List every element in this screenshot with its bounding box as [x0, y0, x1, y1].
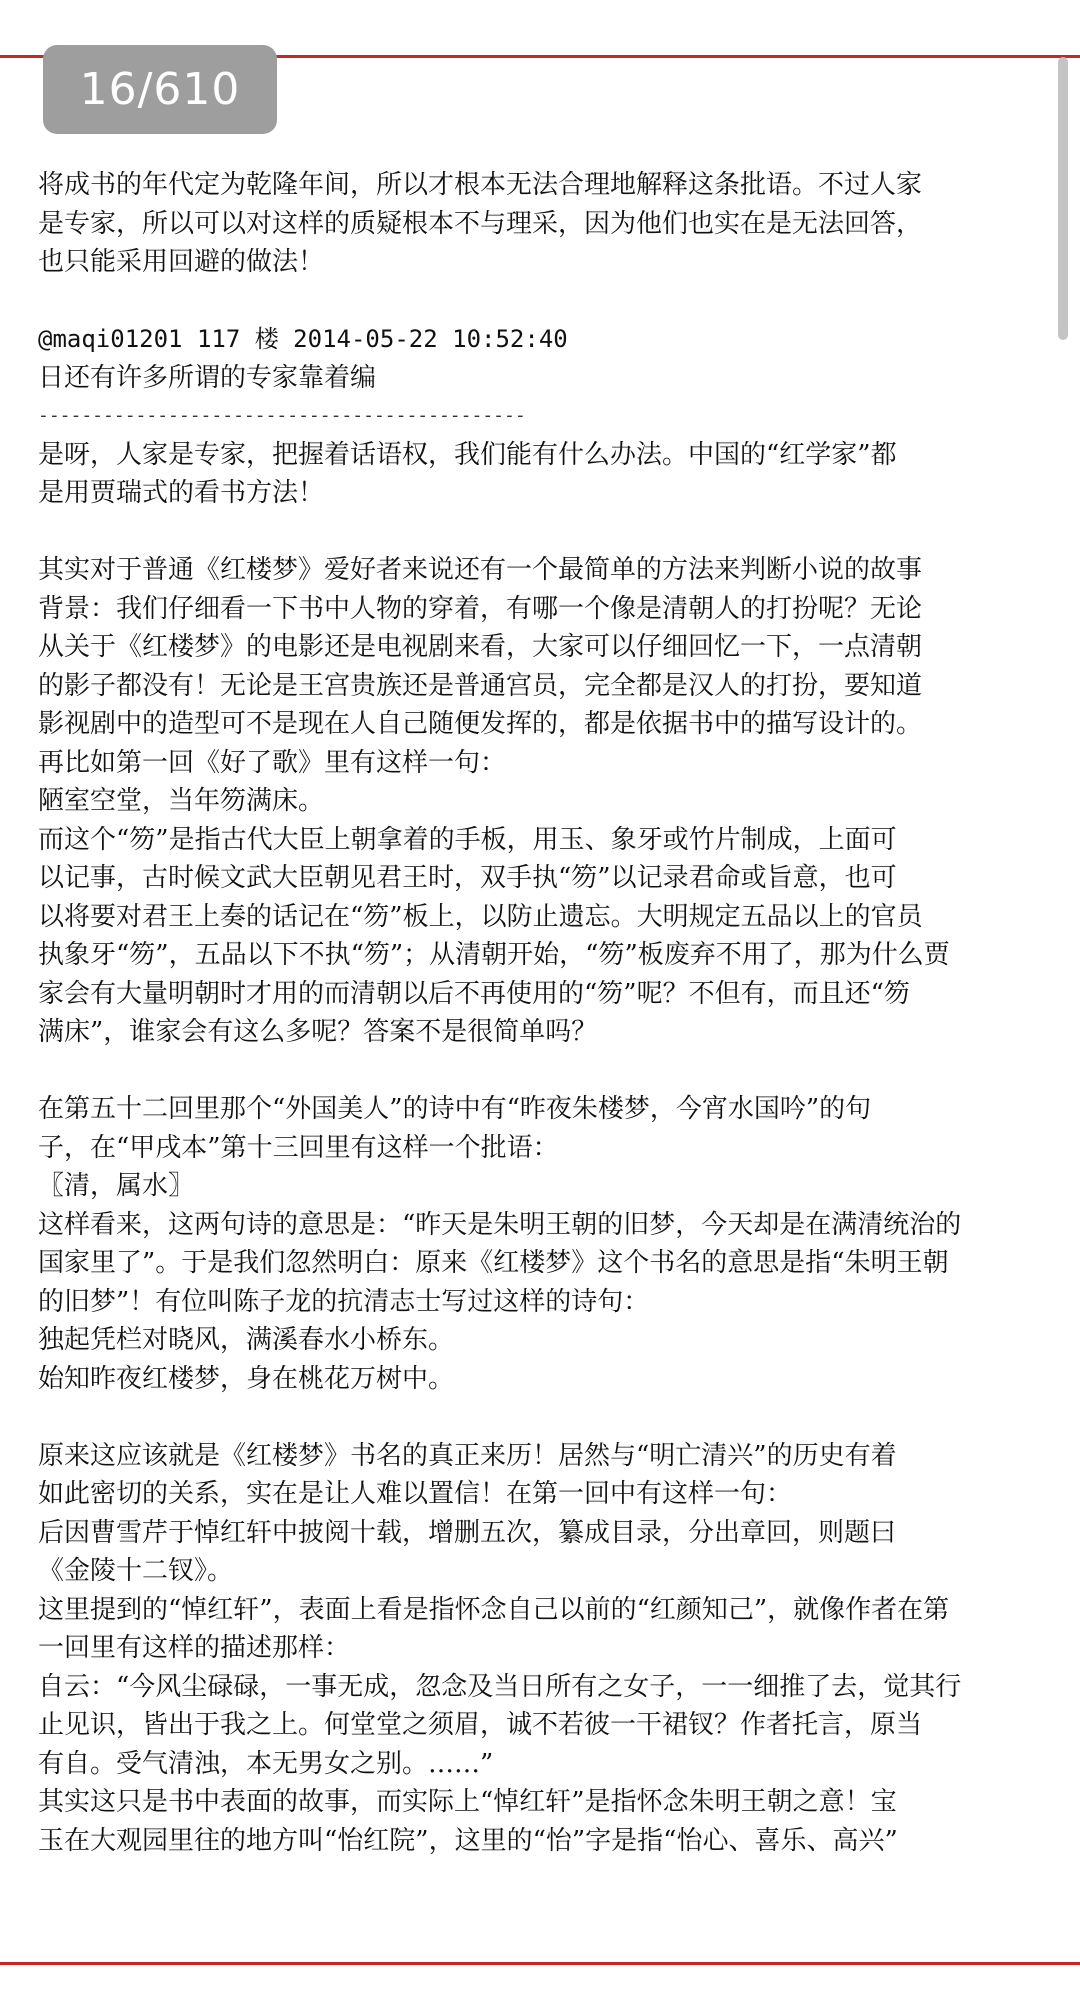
text-line: 《金陵十二钗》。: [38, 1556, 234, 1586]
page-indicator: 16/610: [43, 45, 277, 134]
document-body: [38, 166, 1048, 1860]
text-line: 是用贾瑞式的看书方法！: [38, 478, 325, 508]
paragraph: [38, 436, 1048, 513]
text-line: 其实对于普通《红楼梦》爱好者来说还有一个最简单的方法来判断小说的故事: [38, 555, 923, 585]
text-line: 其实这只是书中表面的故事，而实际上“悼红轩”是指怀念朱明王朝之意！宝: [38, 1787, 897, 1817]
scrollbar-thumb[interactable]: [1058, 57, 1068, 340]
text-line: 是专家，所以可以对这样的质疑根本不与理采，因为他们也实在是无法回答，: [38, 208, 923, 239]
paragraph: [38, 551, 1048, 1052]
text-line: 再比如第一回《好了歌》里有这样一句：: [38, 747, 507, 778]
text-line: 这里提到的“悼红轩”，表面上看是指怀念自己以前的“红颜知己”，就像作者在第: [38, 1594, 950, 1625]
quote-header: @maqi01201 117 楼 2014-05-22 10:52:40: [38, 325, 568, 353]
text-line: 是呀，人家是专家，把握着话语权，我们能有什么办法。中国的“红学家”都: [38, 439, 897, 470]
text-line: 原来这应该就是《红楼梦》书名的真正来历！居然与“明亡清兴”的历史有着: [38, 1440, 897, 1471]
text-line: 陋室空堂，当年笏满床。: [38, 786, 325, 816]
text-line: 始知昨夜红楼梦，身在桃花万树中。: [38, 1363, 455, 1394]
text-line: 止见识，皆出于我之上。何堂堂之须眉，诚不若彼一干裙钗？作者托言，原当: [38, 1710, 923, 1740]
text-line: 将成书的年代定为乾隆年间，所以才根本无法合理地解释这条批语。不过人家: [38, 170, 923, 200]
paragraph-gap: [38, 282, 1048, 321]
text-line: 执象牙“笏”，五品以下不执“笏”；从清朝开始，“笏”板废弃不用了，那为什么贾: [38, 940, 950, 970]
text-line: 的影子都没有！无论是王宫贵族还是普通宫员，完全都是汉人的打扮，要知道: [38, 670, 923, 701]
text-line: 以记事，古时候文武大臣朝见君王时，双手执“笏”以记录君命或旨意，也可: [38, 863, 897, 893]
paragraph: [38, 166, 1048, 282]
text-line: 以将要对君王上奏的话记在“笏”板上，以防止遗忘。大明规定五品以上的官员: [38, 901, 923, 932]
bottom-divider: [0, 1962, 1080, 1965]
text-line: 一回里有这样的描述那样：: [38, 1633, 351, 1663]
quote-separator: ---------------------------------------------: [38, 405, 526, 426]
paragraph: [38, 1437, 1048, 1861]
paragraph: [38, 1090, 1048, 1398]
text-line: 有自。受气清浊，本无男女之别。……”: [38, 1748, 494, 1779]
text-line: 的旧梦”！有位叫陈子龙的抗清志士写过这样的诗句：: [38, 1286, 650, 1317]
paragraph-gap: [38, 1052, 1048, 1091]
paragraph-gap: [38, 1398, 1048, 1437]
text-line: 后因曹雪芹于悼红轩中披阅十载，增删五次，纂成目录，分出章回，则题曰: [38, 1517, 897, 1548]
text-line: 国家里了”。于是我们忽然明白：原来《红楼梦》这个书名的意思是指“朱明王朝: [38, 1248, 949, 1278]
text-line: 如此密切的关系，实在是让人难以置信！在第一回中有这样一句：: [38, 1479, 793, 1509]
text-line: 玉在大观园里往的地方叫“怡红院”，这里的“怡”字是指“怡心、喜乐、高兴”: [38, 1825, 898, 1856]
text-line: 〖清，属水〗: [38, 1171, 195, 1201]
text-line: 这样看来，这两句诗的意思是：“昨天是朱明王朝的旧梦，今天却是在满清统治的: [38, 1209, 962, 1240]
paragraph-gap: [38, 513, 1048, 552]
text-line: 也只能采用回避的做法！: [38, 247, 325, 277]
text-line: 自云：“今风尘碌碌，一事无成，忽念及当日所有之女子，一一细推了去，觉其行: [38, 1671, 962, 1702]
text-line: 在第五十二回里那个“外国美人”的诗中有“昨夜朱楼梦，今宵水国吟”的句: [38, 1094, 872, 1124]
text-line: 家会有大量明朝时才用的而清朝以后不再使用的“笏”呢？不但有，而且还“笏: [38, 978, 910, 1009]
text-line: 从关于《红楼梦》的电影还是电视剧来看，大家可以仔细回忆一下，一点清朝: [38, 632, 923, 662]
text-line: 影视剧中的造型可不是现在人自己随便发挥的，都是依据书中的描写设计的。: [38, 709, 923, 739]
text-line: 满床”，谁家会有这么多呢？答案不是很简单吗？: [38, 1017, 598, 1047]
text-line: 背景：我们仔细看一下书中人物的穿着，有哪一个像是清朝人的打扮呢？无论: [38, 593, 923, 624]
text-line: 日还有许多所谓的专家靠着编: [38, 362, 377, 393]
text-line: 子，在“甲戌本”第十三回里有这样一个批语：: [38, 1132, 559, 1163]
text-line: 而这个“笏”是指古代大臣上朝拿着的手板，用玉、象牙或竹片制成，上面可: [38, 824, 897, 855]
paragraph: [38, 359, 1048, 398]
text-line: 独起凭栏对晓风，满溪春水小桥东。: [38, 1325, 455, 1355]
